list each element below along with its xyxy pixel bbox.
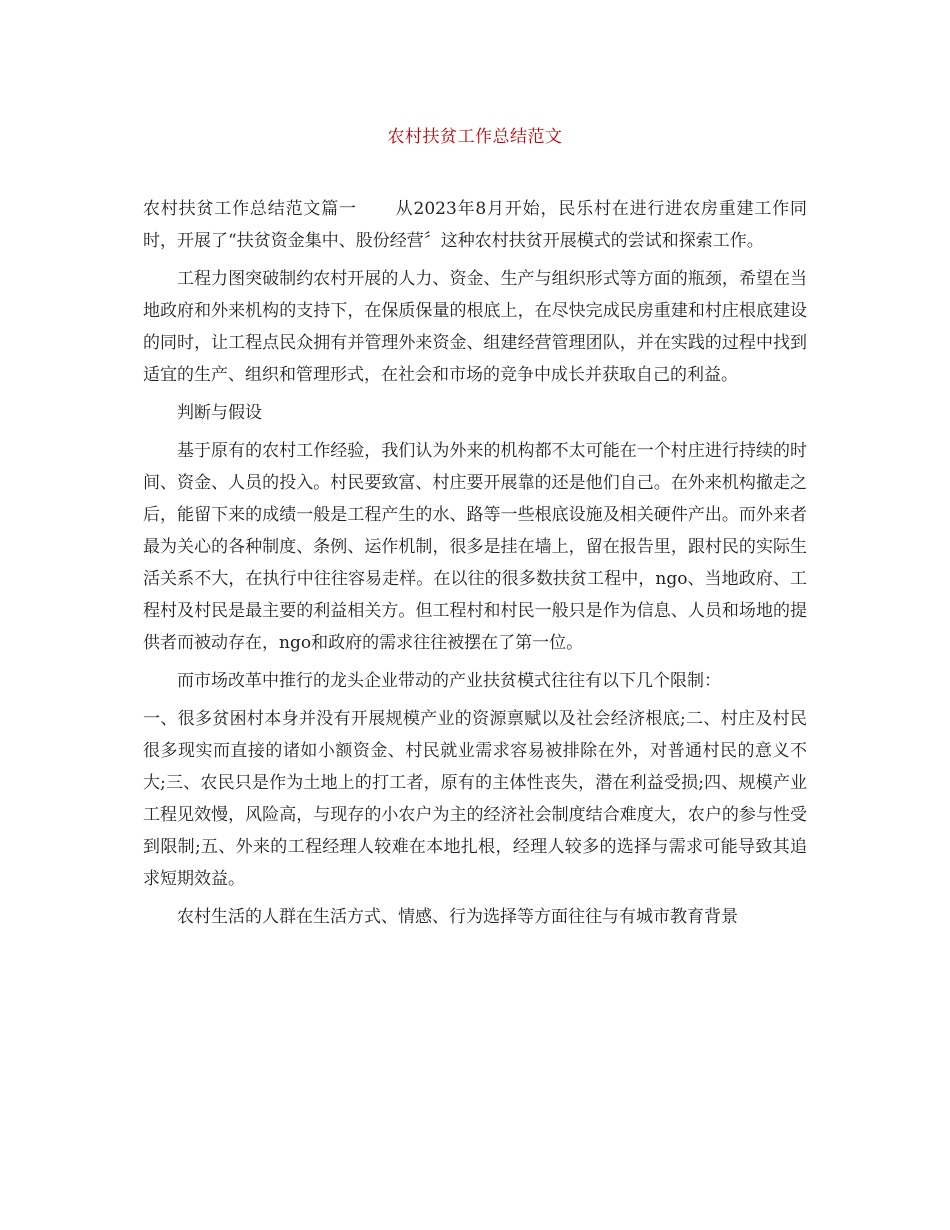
document-body — [143, 193, 807, 939]
paragraph-5: 一、很多贫困村本身并没有开展规模产业的资源禀赋以及社会经济根底;二、村庄及村民很多现实而直接的诸如小额资金、村民就业需求容易被排除在外，对普通村民的意义不大;三、农民只是作为土地上的打工者，原有的主体性丧失，潜在利益受损;四、规模产业工程见效慢，风险高，与现存的小农户为主的经济社会制度结合难度大，农户的参与性受到限制;五、外来的工程经理人较难在本地扎根，经理人较多的选择与需求可能导致其追求短期效益。 — [143, 709, 807, 889]
paragraph-3: 基于原有的农村工作经验，我们认为外来的机构都不太可能在一个村庄进行持续的时间、资金、人员的投入。村民要致富、村庄要开展靠的还是他们自己。在外来机构撤走之后，能留下来的成绩一般是工程产生的水、路等一些根底设施及相关硬件产出。而外来者最为关心的各种制度、条例、运作机制，很多是挂在墙上，留在报告里，跟村民的实际生活关系不大，在执行中往往容易走样。在以往的很多数扶贫工程中，ngo、当地政府、工程村及村民是最主要的利益相关方。但工程村和村民一般只是作为信息、人员和场地的提供者而被动存在，ngo和政府的需求往往被摆在了第一位。 — [143, 441, 807, 653]
section-heading: 判断与假设 — [177, 403, 262, 423]
paragraph-2: 工程力图突破制约农村开展的人力、资金、生产与组织形式等方面的瓶颈，希望在当地政府和外来机构的支持下，在保质保量的根底上，在尽快完成民房重建和村庄根底建设的同时，让工程点民众拥有并管理外来资金、组建经营管理团队，并在实践的过程中找到适宜的生产、组织和管理形式，在社会和市场的竞争中成长并获取自己的利益。 — [143, 269, 807, 385]
paragraph-1 — [143, 193, 807, 257]
paragraph-4: 而市场改革中推行的龙头企业带动的产业扶贫模式往往有以下几个限制： — [177, 671, 721, 691]
paragraph-6: 农村生活的人群在生活方式、情感、行为选择等方面往往与有城市教育背景 — [177, 907, 738, 927]
lead-label: 农村扶贫工作总结范文篇一 — [143, 199, 357, 219]
document-title: 农村扶贫工作总结范文 — [387, 127, 563, 147]
paragraph-1-text: 从2023年8月开始，民乐村在进行进农房重建工作同时，开展了“扶贫资金集中、股份经营〞这种农村扶贫开展模式的尝试和探索工作。 — [143, 199, 807, 251]
